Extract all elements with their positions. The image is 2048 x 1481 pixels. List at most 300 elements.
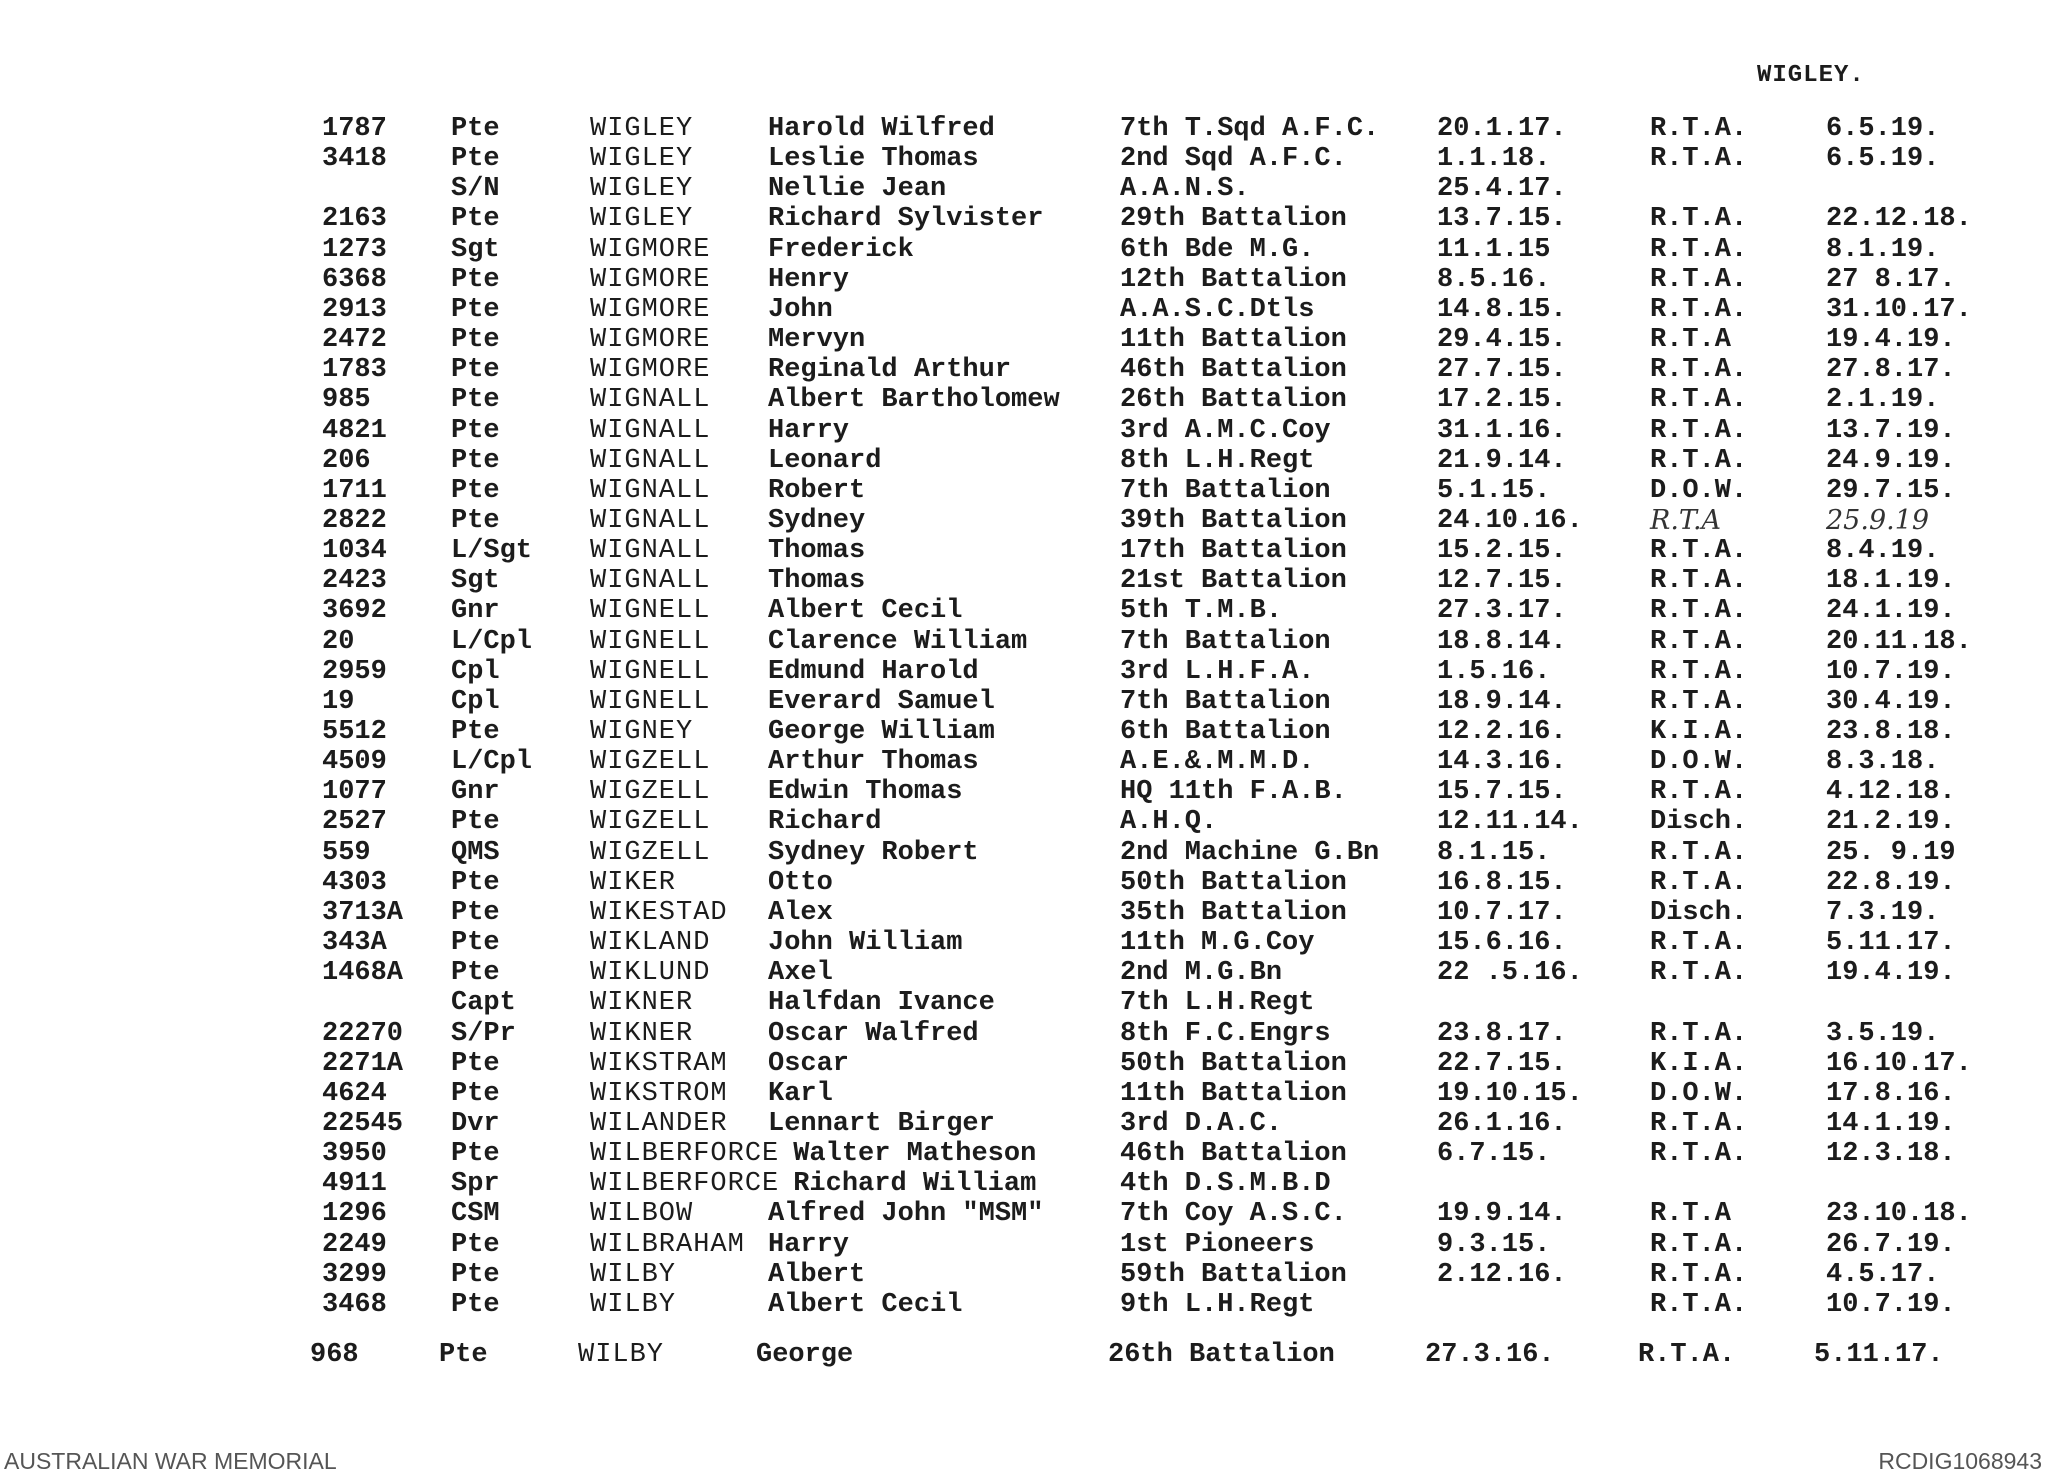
list-item — [0, 928, 2048, 958]
given-names: Harold Wilfred — [768, 114, 995, 144]
given-names: Edwin Thomas — [768, 777, 963, 808]
name — [590, 506, 865, 536]
rank: Pte — [451, 505, 500, 536]
given-names: Harry — [768, 1229, 850, 1260]
surname: WILBERFORCE — [590, 1169, 780, 1200]
fate: R.T.A. — [1650, 1289, 1748, 1320]
service-number: 3692 — [322, 596, 387, 627]
footer-institution: AUSTRALIAN WAR MEMORIAL — [4, 1448, 337, 1474]
enlistment-date: 10.7.17. — [1437, 897, 1567, 928]
return-date: 19.4.19. — [1826, 325, 1956, 356]
service-number: 2163 — [322, 204, 387, 235]
return-date: 10.7.19. — [1826, 656, 1956, 687]
unit: 7th L.H.Regt — [1120, 988, 1315, 1019]
fate: R.T.A. — [1650, 355, 1748, 386]
return-date: 20.11.18. — [1826, 626, 1972, 657]
list-item — [0, 1340, 2036, 1370]
unit: 6th Battalion — [1120, 717, 1331, 747]
list-item — [0, 325, 2048, 355]
enlistment-date: 1.1.18. — [1437, 144, 1551, 175]
service-number: 19 — [322, 686, 355, 717]
enlistment-date: 5.1.15. — [1437, 475, 1551, 506]
service-number: 2423 — [322, 566, 387, 597]
surname: WIKSTRAM — [590, 1048, 728, 1079]
rank: L/Cpl — [451, 747, 533, 778]
return-date: 4.12.18. — [1826, 777, 1956, 808]
enlistment-date: 15.7.15. — [1437, 777, 1567, 808]
return-date: 8.3.18. — [1826, 747, 1940, 778]
surname: WIGNALL — [590, 475, 711, 506]
fate: R.T.A. — [1650, 1139, 1748, 1170]
unit: 26th Battalion — [1120, 385, 1347, 416]
rank: Pte — [451, 204, 500, 235]
surname: WIGMORE — [590, 355, 711, 386]
list-item — [0, 1049, 2048, 1079]
surname: WIGNELL — [590, 626, 711, 657]
surname: WIGZELL — [590, 807, 711, 838]
return-date: 6.5.19. — [1826, 114, 1940, 144]
service-number: 1034 — [322, 536, 387, 567]
given-names: Sydney Robert — [768, 837, 979, 868]
name — [590, 536, 865, 566]
service-number: 968 — [310, 1340, 359, 1370]
service-number: 1077 — [322, 777, 387, 808]
service-number: 4509 — [322, 747, 387, 778]
fate: R.T.A. — [1650, 958, 1748, 989]
fate: R.T.A. — [1650, 596, 1748, 627]
unit: A.A.N.S. — [1120, 174, 1250, 205]
unit: 46th Battalion — [1120, 355, 1347, 386]
service-number: 3299 — [322, 1259, 387, 1290]
list-item — [0, 204, 2048, 234]
given-names: Thomas — [768, 536, 866, 567]
fate: R.T.A. — [1650, 867, 1748, 898]
service-number: 2822 — [322, 505, 387, 536]
rank: Pte — [451, 1139, 500, 1170]
rank: Pte — [451, 114, 500, 144]
page-title: WIGLEY. — [1757, 62, 1865, 89]
enlistment-date: 15.2.15. — [1437, 536, 1567, 567]
return-date: 18.1.19. — [1826, 566, 1956, 597]
service-number: 985 — [322, 385, 371, 416]
enlistment-date: 31.1.16. — [1437, 415, 1567, 446]
unit: 7th Coy A.S.C. — [1120, 1199, 1347, 1230]
list-item — [0, 1109, 2048, 1139]
name — [590, 1049, 849, 1079]
return-date: 22.8.19. — [1826, 867, 1956, 898]
given-names: Henry — [768, 264, 850, 295]
enlistment-date: 15.6.16. — [1437, 928, 1567, 959]
list-item — [0, 536, 2048, 566]
enlistment-date: 20.1.17. — [1437, 114, 1567, 144]
name — [590, 868, 833, 898]
enlistment-date: 19.10.15. — [1437, 1078, 1583, 1109]
enlistment-date: 2.12.16. — [1437, 1259, 1567, 1290]
name — [590, 204, 1043, 234]
list-item — [0, 717, 2048, 747]
unit: 3rd L.H.F.A. — [1120, 656, 1315, 687]
list-item — [0, 838, 2048, 868]
rank: Pte — [451, 1289, 500, 1320]
enlistment-date: 22 .5.16. — [1437, 958, 1583, 989]
unit: 12th Battalion — [1120, 264, 1347, 295]
surname: WIGMORE — [590, 294, 711, 325]
rank: Pte — [451, 385, 500, 416]
unit: 4th D.S.M.B.D — [1120, 1169, 1331, 1200]
return-date: 6.5.19. — [1826, 144, 1940, 175]
unit: 7th Battalion — [1120, 686, 1331, 717]
list-item — [0, 1199, 2048, 1229]
list-item — [0, 114, 2048, 144]
service-number: 4911 — [322, 1169, 387, 1200]
fate: K.I.A. — [1650, 717, 1748, 747]
service-number: 2913 — [322, 294, 387, 325]
name — [590, 657, 979, 687]
list-item — [0, 476, 2048, 506]
return-date: 14.1.19. — [1826, 1108, 1956, 1139]
return-date: 3.5.19. — [1826, 1018, 1940, 1049]
surname: WIKNER — [590, 988, 694, 1019]
enlistment-date: 12.7.15. — [1437, 566, 1567, 597]
rank: Pte — [451, 717, 500, 747]
fate: R.T.A. — [1650, 777, 1748, 808]
surname: WIGNALL — [590, 566, 711, 597]
service-number: 1787 — [322, 114, 387, 144]
service-number: 1783 — [322, 355, 387, 386]
given-names: Robert — [768, 475, 866, 506]
unit: 5th T.M.B. — [1120, 596, 1283, 627]
surname: WIGNALL — [590, 445, 711, 476]
list-item — [0, 1079, 2048, 1109]
rank: Pte — [451, 958, 500, 989]
unit: 1st Pioneers — [1120, 1229, 1315, 1260]
name — [590, 1260, 865, 1290]
return-date: 16.10.17. — [1826, 1048, 1972, 1079]
enlistment-date: 1.5.16. — [1437, 656, 1551, 687]
rank: Pte — [451, 415, 500, 446]
unit: 11th M.G.Coy — [1120, 928, 1315, 959]
surname: WIGMORE — [590, 264, 711, 295]
fate: D.O.W. — [1650, 1078, 1748, 1109]
unit: 50th Battalion — [1120, 1048, 1347, 1079]
fate: R.T.A. — [1650, 1229, 1748, 1260]
name — [590, 1169, 1036, 1199]
list-item — [0, 416, 2048, 446]
rank: QMS — [451, 837, 500, 868]
name — [590, 596, 962, 626]
list-item — [0, 747, 2048, 777]
given-names: Reginald Arthur — [768, 355, 1012, 386]
service-number: 1711 — [322, 475, 387, 506]
name — [578, 1340, 853, 1370]
fate: R.T.A. — [1650, 1018, 1748, 1049]
list-item — [0, 235, 2048, 265]
given-names: Everard Samuel — [768, 686, 995, 717]
return-date: 12.3.18. — [1826, 1139, 1956, 1170]
surname: WIGNALL — [590, 505, 711, 536]
return-date: 23.10.18. — [1826, 1199, 1972, 1230]
rank: Pte — [451, 1078, 500, 1109]
name — [590, 747, 979, 777]
name — [590, 566, 865, 596]
enlistment-date: 14.8.15. — [1437, 294, 1567, 325]
list-item — [0, 627, 2048, 657]
surname: WIKLAND — [590, 928, 711, 959]
surname: WIGLEY — [590, 144, 694, 175]
rank: Pte — [451, 264, 500, 295]
return-date: 17.8.16. — [1826, 1078, 1956, 1109]
given-names: Otto — [768, 867, 833, 898]
return-date: 24.9.19. — [1826, 445, 1956, 476]
enlistment-date: 11.1.15 — [1437, 234, 1551, 265]
name — [590, 355, 1011, 385]
rank: Pte — [451, 807, 500, 838]
rank: Pte — [451, 144, 500, 175]
service-number: 4821 — [322, 415, 387, 446]
service-number: 3713A — [322, 897, 404, 928]
fate: R.T.A — [1650, 504, 1722, 536]
rank: S/Pr — [451, 1018, 516, 1049]
fate: R.T.A. — [1650, 415, 1748, 446]
name — [590, 416, 849, 446]
unit: 50th Battalion — [1120, 867, 1347, 898]
enlistment-date: 27.7.15. — [1437, 355, 1567, 386]
list-item — [0, 958, 2048, 988]
name — [590, 476, 865, 506]
given-names: Albert Cecil — [768, 596, 963, 627]
name — [590, 295, 833, 325]
enlistment-date: 8.5.16. — [1437, 264, 1551, 295]
list-item — [0, 174, 2048, 204]
return-date: 29.7.15. — [1826, 475, 1956, 506]
surname: WIKLUND — [590, 958, 711, 989]
given-names: Alfred John "MSM" — [768, 1199, 1044, 1230]
fate: R.T.A. — [1650, 385, 1748, 416]
enlistment-date: 27.3.17. — [1437, 596, 1567, 627]
fate: R.T.A. — [1650, 686, 1748, 717]
rank: Capt — [451, 988, 516, 1019]
name — [590, 235, 914, 265]
fate: R.T.A. — [1650, 234, 1748, 265]
enlistment-date: 9.3.15. — [1437, 1229, 1551, 1260]
return-date: 25. 9.19 — [1826, 837, 1956, 868]
enlistment-date: 17.2.15. — [1437, 385, 1567, 416]
enlistment-date: 14.3.16. — [1437, 747, 1567, 778]
service-number: 3468 — [322, 1289, 387, 1320]
service-number: 2271A — [322, 1048, 404, 1079]
unit: 29th Battalion — [1120, 204, 1347, 235]
service-number: 1468A — [322, 958, 404, 989]
surname: WIGZELL — [590, 837, 711, 868]
list-item — [0, 295, 2048, 325]
unit: 8th L.H.Regt — [1120, 445, 1315, 476]
list-item — [0, 898, 2048, 928]
given-names: Walter Matheson — [793, 1139, 1037, 1170]
name — [590, 627, 1027, 657]
list-item — [0, 868, 2048, 898]
service-number: 5512 — [322, 717, 387, 747]
enlistment-date: 18.9.14. — [1437, 686, 1567, 717]
fate: R.T.A — [1650, 325, 1732, 356]
name — [590, 1230, 849, 1260]
rank: Pte — [451, 867, 500, 898]
fate: R.T.A. — [1650, 1259, 1748, 1290]
rank: Pte — [451, 897, 500, 928]
name — [590, 838, 979, 868]
unit: 2nd Machine G.Bn — [1120, 837, 1380, 868]
unit: 46th Battalion — [1120, 1139, 1347, 1170]
rank: Pte — [439, 1340, 488, 1370]
given-names: Richard — [768, 807, 882, 838]
return-date: 25.9.19 — [1826, 504, 1930, 536]
fate: R.T.A. — [1650, 1108, 1748, 1139]
surname: WIGZELL — [590, 747, 711, 778]
rank: Pte — [451, 1048, 500, 1079]
list-item — [0, 1290, 2048, 1320]
given-names: Harry — [768, 415, 850, 446]
rank: Pte — [451, 445, 500, 476]
given-names: George William — [768, 717, 995, 747]
fate: R.T.A. — [1650, 144, 1748, 175]
surname: WIGLEY — [590, 174, 694, 205]
surname: WIGNELL — [590, 596, 711, 627]
list-item — [0, 446, 2048, 476]
rank: Gnr — [451, 596, 500, 627]
fate: R.T.A. — [1650, 626, 1748, 657]
enlistment-date: 18.8.14. — [1437, 626, 1567, 657]
name — [590, 1079, 833, 1109]
name — [590, 325, 865, 355]
list-item — [0, 355, 2048, 385]
service-number: 22270 — [322, 1018, 404, 1049]
service-number: 2249 — [322, 1229, 387, 1260]
fate: R.T.A. — [1650, 656, 1748, 687]
surname: WILANDER — [590, 1108, 728, 1139]
unit: A.E.&.M.M.D. — [1120, 747, 1315, 778]
enlistment-date: 21.9.14. — [1437, 445, 1567, 476]
enlistment-date: 22.7.15. — [1437, 1048, 1567, 1079]
given-names: Axel — [768, 958, 833, 989]
unit: 7th Battalion — [1120, 626, 1331, 657]
unit: 59th Battalion — [1120, 1259, 1347, 1290]
name — [590, 174, 946, 204]
return-date: 22.12.18. — [1826, 204, 1972, 235]
given-names: John — [768, 294, 833, 325]
rank: Dvr — [451, 1108, 500, 1139]
given-names: Thomas — [768, 566, 866, 597]
enlistment-date: 26.1.16. — [1437, 1108, 1567, 1139]
given-names: John William — [768, 928, 963, 959]
surname: WILBERFORCE — [590, 1139, 780, 1170]
return-date: 30.4.19. — [1826, 686, 1956, 717]
fate: Disch. — [1650, 897, 1748, 928]
surname: WIGNEY — [590, 717, 694, 747]
fate: D.O.W. — [1650, 747, 1748, 778]
surname: WIKESTAD — [590, 897, 728, 928]
name — [590, 144, 979, 174]
given-names: Leonard — [768, 445, 882, 476]
given-names: Frederick — [768, 234, 914, 265]
enlistment-date: 6.7.15. — [1437, 1139, 1551, 1170]
list-item — [0, 1019, 2048, 1049]
unit: A.H.Q. — [1120, 807, 1218, 838]
rank: Spr — [451, 1169, 500, 1200]
list-item — [0, 687, 2048, 717]
service-number: 1273 — [322, 234, 387, 265]
given-names: Oscar — [768, 1048, 850, 1079]
service-number: 206 — [322, 445, 371, 476]
fate: R.T.A. — [1650, 566, 1748, 597]
footer-record-id: RCDIG1068943 — [1878, 1448, 2042, 1474]
return-date: 27.8.17. — [1826, 355, 1956, 386]
unit: 39th Battalion — [1120, 505, 1347, 536]
service-number: 2959 — [322, 656, 387, 687]
list-item — [0, 657, 2048, 687]
return-date: 23.8.18. — [1826, 717, 1956, 747]
list-item — [0, 265, 2048, 295]
name — [590, 958, 833, 988]
name — [590, 1109, 995, 1139]
list-item — [0, 1260, 2048, 1290]
name — [590, 777, 962, 807]
enlistment-date: 29.4.15. — [1437, 325, 1567, 356]
given-names: Arthur Thomas — [768, 747, 979, 778]
enlistment-date: 12.2.16. — [1437, 717, 1567, 747]
given-names: Richard Sylvister — [768, 204, 1044, 235]
surname: WIGLEY — [590, 114, 694, 144]
rank: Pte — [451, 355, 500, 386]
list-item — [0, 988, 2048, 1018]
surname: WIGMORE — [590, 234, 711, 265]
unit: 11th Battalion — [1120, 325, 1347, 356]
given-names: Edmund Harold — [768, 656, 979, 687]
name — [590, 385, 1060, 415]
given-names: Albert Cecil — [768, 1289, 963, 1320]
unit: 7th Battalion — [1120, 475, 1331, 506]
name — [590, 265, 849, 295]
surname: WIGNELL — [590, 686, 711, 717]
rank: L/Sgt — [451, 536, 533, 567]
service-number: 6368 — [322, 264, 387, 295]
given-names: Mervyn — [768, 325, 866, 356]
unit: 3rd D.A.C. — [1120, 1108, 1283, 1139]
return-date: 7.3.19. — [1826, 897, 1940, 928]
rank: Sgt — [451, 234, 500, 265]
given-names: Albert — [768, 1259, 866, 1290]
rank: Pte — [451, 928, 500, 959]
service-number: 3418 — [322, 144, 387, 175]
enlistment-date: 8.1.15. — [1437, 837, 1551, 868]
enlistment-date: 19.9.14. — [1437, 1199, 1567, 1230]
fate: R.T.A. — [1638, 1340, 1736, 1370]
unit: 9th L.H.Regt — [1120, 1289, 1315, 1320]
given-names: Sydney — [768, 505, 866, 536]
name — [590, 1139, 1036, 1169]
return-date: 21.2.19. — [1826, 807, 1956, 838]
name — [590, 114, 995, 144]
surname: WIGNALL — [590, 385, 711, 416]
surname: WILBOW — [590, 1199, 694, 1230]
enlistment-date: 12.11.14. — [1437, 807, 1583, 838]
list-item — [0, 596, 2048, 626]
return-date: 4.5.17. — [1826, 1259, 1940, 1290]
rank: CSM — [451, 1199, 500, 1230]
unit: A.A.S.C.Dtls — [1120, 294, 1315, 325]
fate: R.T.A — [1650, 1199, 1732, 1230]
return-date: 31.10.17. — [1826, 294, 1972, 325]
surname: WILBY — [578, 1340, 665, 1370]
service-number: 2527 — [322, 807, 387, 838]
